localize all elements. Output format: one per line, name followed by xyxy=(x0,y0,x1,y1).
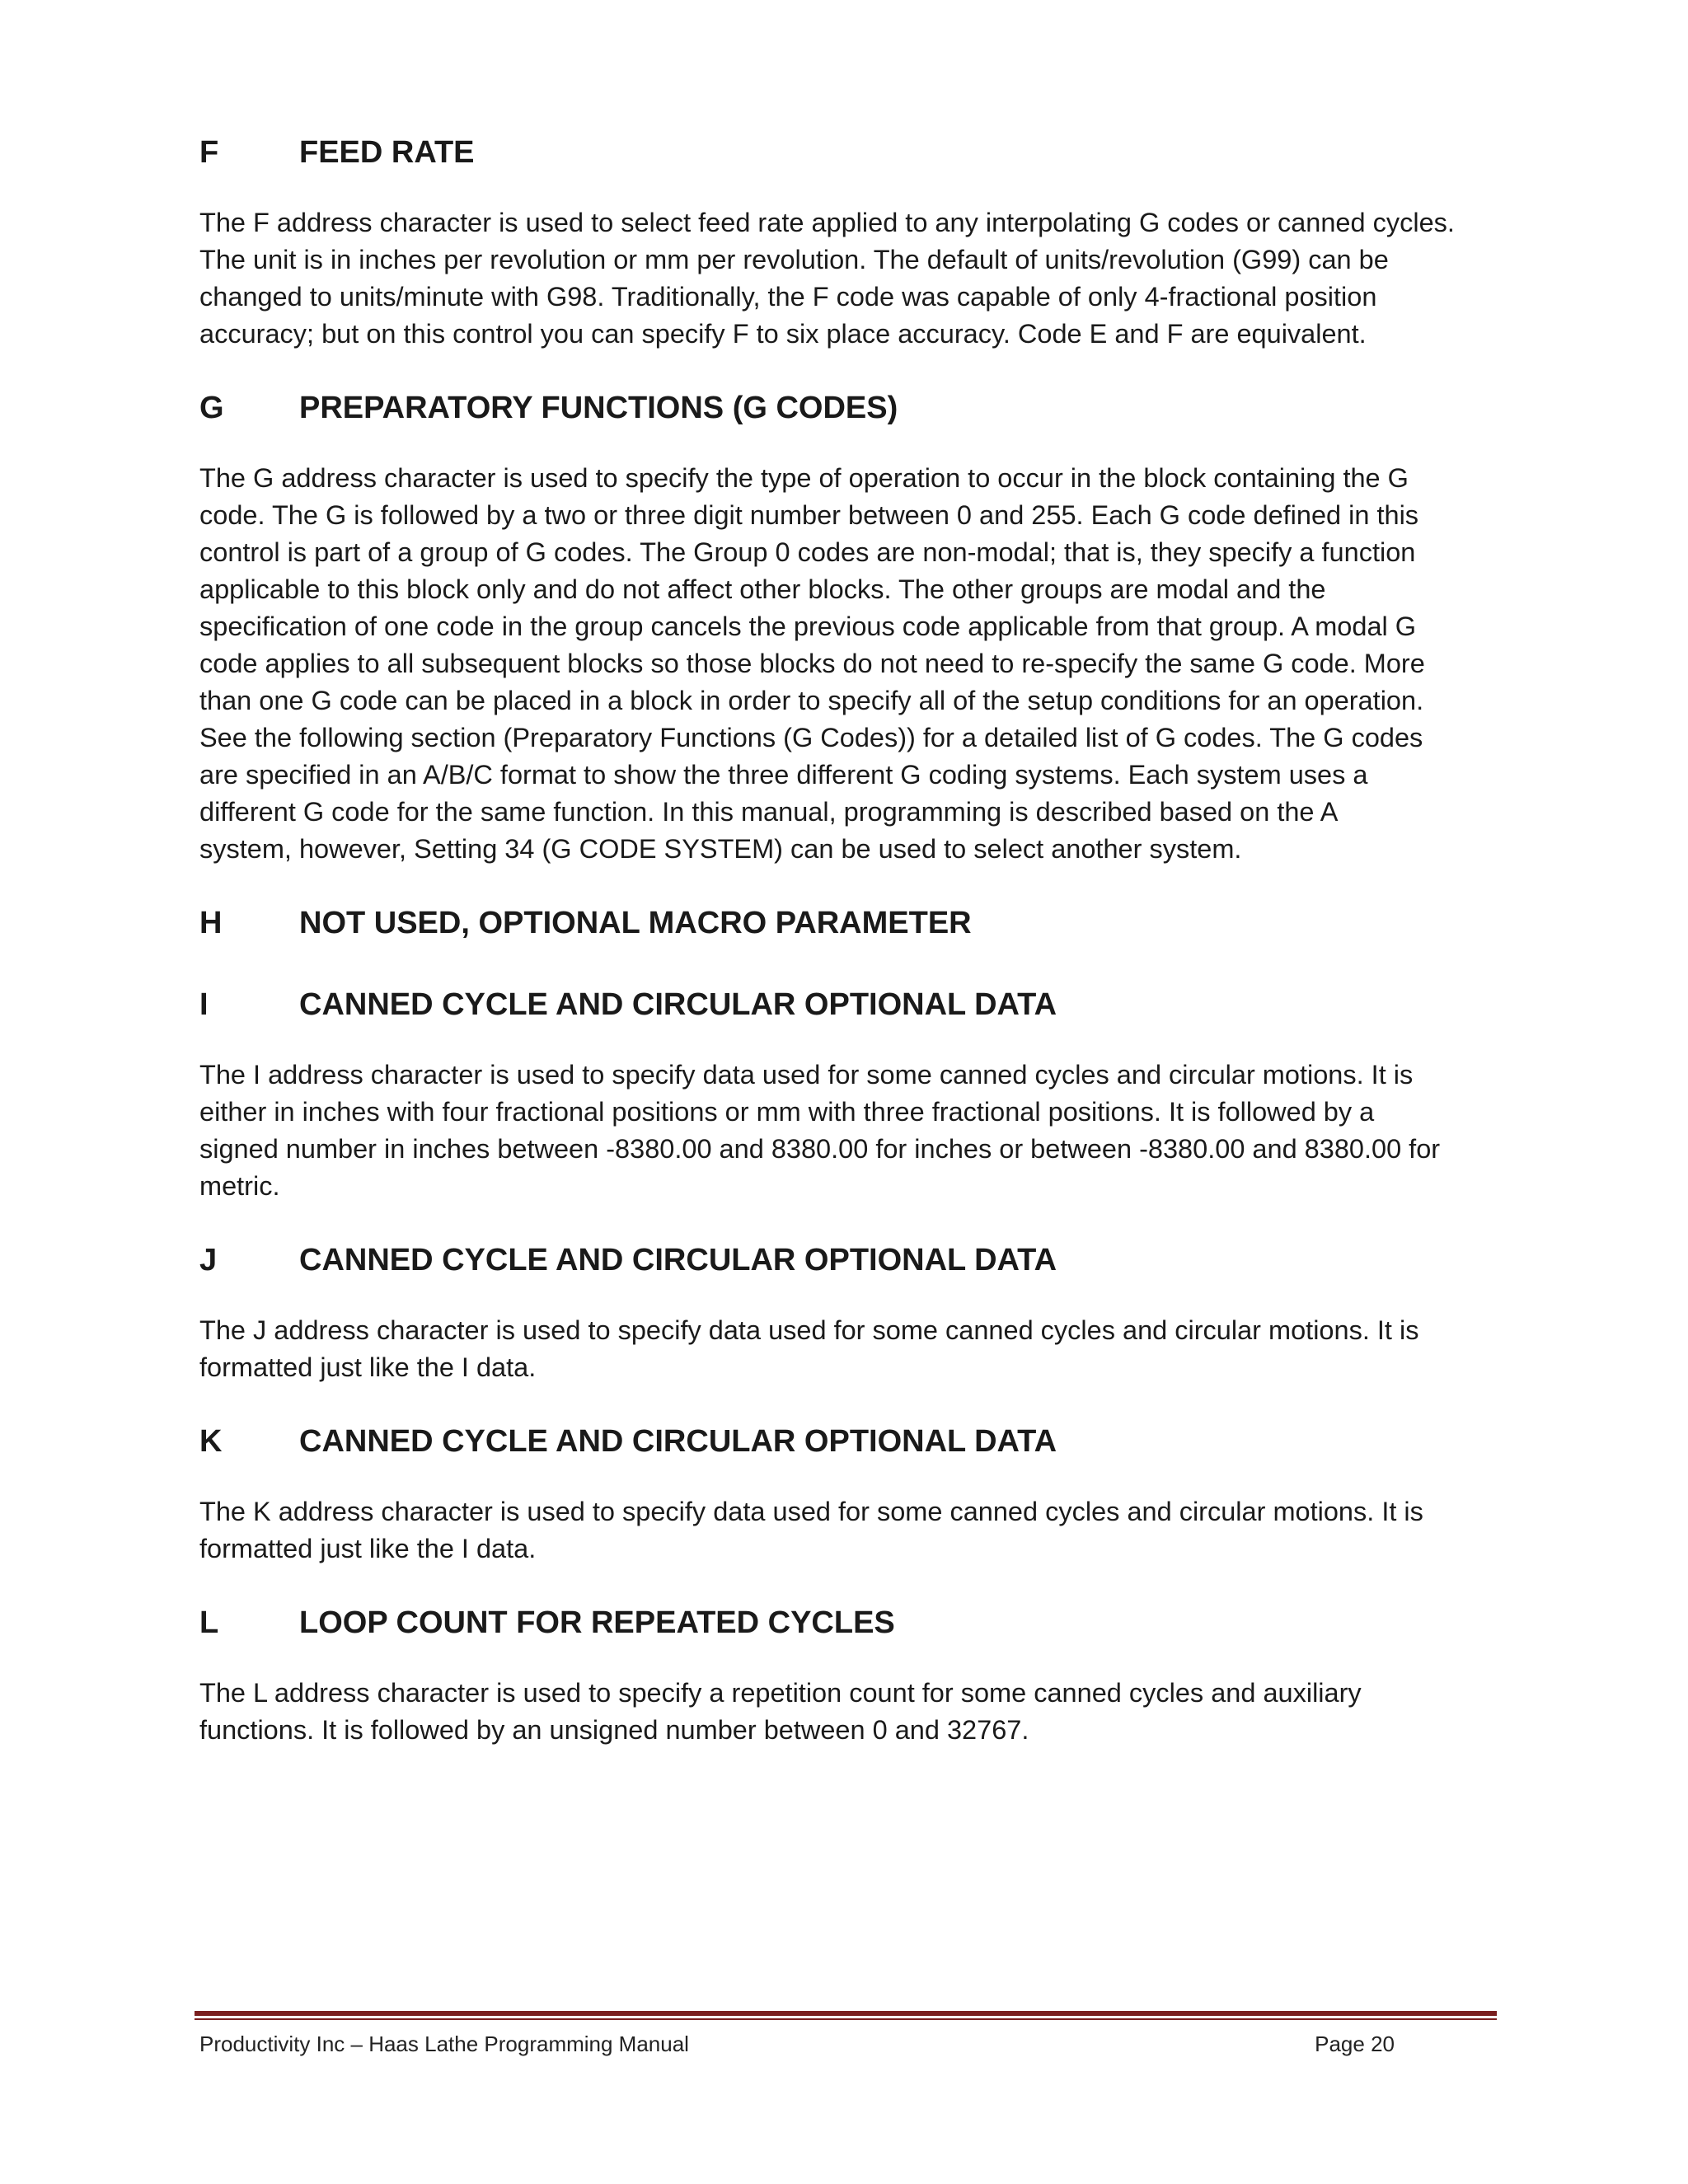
section-g xyxy=(199,387,1502,868)
section-heading xyxy=(199,1421,1502,1462)
section-letter: I xyxy=(199,987,209,1022)
footer-rule-thin xyxy=(195,2018,1497,2020)
document-page xyxy=(199,132,1502,1783)
section-letter: J xyxy=(199,1243,218,1277)
page-number: Page 20 xyxy=(1315,2032,1395,2056)
section-body: The G address character is used to specify the type of operation to occur in the block containing the G code. The G is followed by a two or three digit number between 0 and 255. Each G code defined in this control is part of a group of G codes. The Group 0 codes are non-modal; that is, they specify a function applicable to this block only and do not affect other blocks. The other groups are modal and the specification of one code in the group cancels the previous code applicable from that group. A modal G code applies to all subsequent blocks so those blocks do not need to re-specify the same G code. More than one G code can be placed in a block in order to specify all of the setup conditions for an operation. See the following section (Preparatory Functions (G Codes)) for a detailed list of G codes. The G codes are specified in an A/B/C format to show the three different G coding systems. Each system uses a different G code for the same function. In this manual, programming is described based on the A system, however, Setting 34 (G CODE SYSTEM) can be used to select another system. xyxy=(199,463,1425,864)
section-l xyxy=(199,1602,1502,1749)
section-title: PREPARATORY FUNCTIONS (G CODES) xyxy=(299,391,898,425)
section-h xyxy=(199,902,1502,944)
footer-title: Productivity Inc – Haas Lathe Programming Manual xyxy=(199,2032,689,2056)
section-letter: F xyxy=(199,135,219,170)
section-letter: H xyxy=(199,906,223,940)
section-title: LOOP COUNT FOR REPEATED CYCLES xyxy=(299,1605,895,1640)
page-footer xyxy=(199,2029,1395,2059)
section-f xyxy=(199,132,1502,353)
section-body: The J address character is used to specify data used for some canned cycles and circular motions. It is formatted just like the I data. xyxy=(199,1315,1419,1382)
section-body: The I address character is used to specify data used for some canned cycles and circular motions. It is either in inches with four fractional positions or mm with three fractional positions. It is followed by a signed number in inches between -8380.00 and 8380.00 for inches or between -8380.00 and 8380.00 for metric. xyxy=(199,1060,1441,1201)
section-body: The L address character is used to specify a repetition count for some canned cycles and auxiliary functions. It is followed by an unsigned number between 0 and 32767. xyxy=(199,1678,1362,1745)
section-letter: L xyxy=(199,1605,219,1640)
section-heading xyxy=(199,1240,1502,1281)
section-heading xyxy=(199,984,1502,1025)
section-i xyxy=(199,984,1502,1205)
section-title: CANNED CYCLE AND CIRCULAR OPTIONAL DATA xyxy=(299,1243,1057,1277)
footer-rule-thick xyxy=(195,2011,1497,2016)
section-heading xyxy=(199,387,1502,429)
section-body: The K address character is used to specify data used for some canned cycles and circular motions. It is formatted just like the I data. xyxy=(199,1497,1423,1563)
section-letter: G xyxy=(199,391,224,425)
section-heading xyxy=(199,1602,1502,1643)
section-j xyxy=(199,1240,1502,1386)
section-title: CANNED CYCLE AND CIRCULAR OPTIONAL DATA xyxy=(299,1424,1057,1459)
section-title: FEED RATE xyxy=(299,135,475,170)
section-title: NOT USED, OPTIONAL MACRO PARAMETER xyxy=(299,906,972,940)
section-k xyxy=(199,1421,1502,1568)
section-letter: K xyxy=(199,1424,223,1459)
section-body: The F address character is used to select feed rate applied to any interpolating G codes or canned cycles. The unit is in inches per revolution or mm per revolution. The default of units/revolution (G99) can be changed to units/minute with G98. Traditionally, the F code was capable of only 4-fractional position accuracy; but on this control you can specify F to six place accuracy. Code E and F are equivalent. xyxy=(199,208,1455,349)
section-heading xyxy=(199,902,1502,944)
section-heading xyxy=(199,132,1502,173)
section-title: CANNED CYCLE AND CIRCULAR OPTIONAL DATA xyxy=(299,987,1057,1022)
